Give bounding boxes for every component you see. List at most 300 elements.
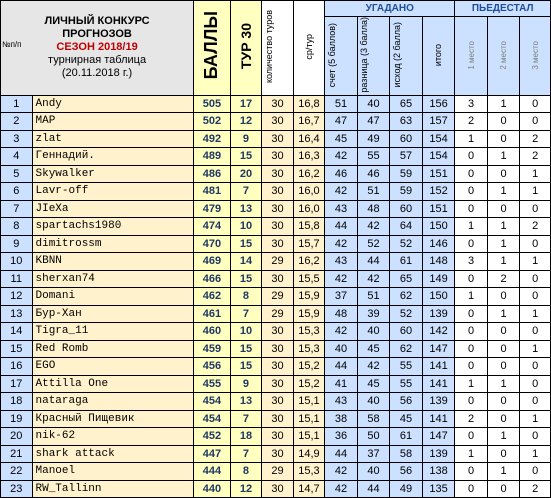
avg-per-tour-cell: 15,5 — [293, 270, 325, 288]
guessed-score-cell: 46 — [325, 165, 358, 183]
guessed-total-cell: 142 — [422, 323, 455, 341]
avg-per-tour-cell: 15,2 — [293, 358, 325, 376]
player-name-cell: zlat — [32, 130, 194, 148]
podium-3-cell: 0 — [520, 95, 551, 113]
guessed-total-cell: 141 — [422, 375, 455, 393]
table-row — [1, 393, 551, 411]
guessed-diff-cell: 39 — [357, 305, 390, 323]
tour-count-cell: 30 — [262, 375, 294, 393]
guessed-total-cell: 139 — [422, 305, 455, 323]
podium-3-cell: 2 — [520, 130, 551, 148]
avg-per-tour-cell: 15,8 — [293, 218, 325, 236]
tour-count-cell: 30 — [262, 148, 294, 166]
avg-per-tour-cell: 16,0 — [293, 200, 325, 218]
podium-3-cell: 2 — [520, 218, 551, 236]
avg-per-tour-cell: 16,2 — [293, 165, 325, 183]
player-name-cell: MAP — [32, 113, 194, 131]
points-cell: 466 — [194, 270, 231, 288]
podium-3-cell: 0 — [520, 375, 551, 393]
player-name-cell: KBNN — [32, 253, 194, 271]
tour-points-cell: 13 — [230, 393, 262, 411]
tour-count-cell: 29 — [262, 288, 294, 306]
tour-count-cell: 30 — [262, 218, 294, 236]
guessed-outcome-cell: 56 — [390, 463, 423, 481]
podium-3-cell: 1 — [520, 165, 551, 183]
tour-points-cell: 15 — [230, 340, 262, 358]
tour-count-cell: 29 — [262, 253, 294, 271]
table-row — [1, 323, 551, 341]
points-cell: 455 — [194, 375, 231, 393]
podium-3-cell: 0 — [520, 428, 551, 446]
podium-1-cell: 2 — [455, 113, 488, 131]
table-row — [1, 165, 551, 183]
guessed-diff-cell: 40 — [357, 463, 390, 481]
guessed-outcome-cell: 59 — [390, 183, 423, 201]
guessed-diff-cell: 42 — [357, 218, 390, 236]
avg-per-tour-cell: 15,3 — [293, 323, 325, 341]
guessed-outcome-cell: 63 — [390, 113, 423, 131]
tour-count-cell: 30 — [262, 183, 294, 201]
table-row — [1, 95, 551, 113]
points-cell: 461 — [194, 305, 231, 323]
row-number-cell: 6 — [1, 183, 33, 201]
guessed-score-cell: 42 — [325, 235, 358, 253]
player-name-cell: nataraga — [32, 393, 194, 411]
avg-per-tour-cell: 14,9 — [293, 445, 325, 463]
avg-per-tour-cell: 15,9 — [293, 305, 325, 323]
table-row — [1, 410, 551, 428]
avg-per-tour-cell: 15,3 — [293, 340, 325, 358]
avg-per-tour-cell: 16,2 — [293, 253, 325, 271]
guessed-score-cell: 43 — [325, 253, 358, 271]
tour-points-cell: 15 — [230, 270, 262, 288]
player-name-cell: sherxan74 — [32, 270, 194, 288]
guessed-total-cell: 146 — [422, 235, 455, 253]
podium-1-cell: 1 — [455, 375, 488, 393]
guessed-outcome-cell: 62 — [390, 340, 423, 358]
guessed-outcome-cell: 56 — [390, 393, 423, 411]
player-name-cell: Andy — [32, 95, 194, 113]
guessed-outcome-cell: 61 — [390, 428, 423, 446]
podium-3-cell: 0 — [520, 200, 551, 218]
points-cell: 492 — [194, 130, 231, 148]
tour-points-cell: 12 — [230, 113, 262, 131]
table-row — [1, 130, 551, 148]
podium-2-cell: 0 — [487, 340, 520, 358]
podium-3-cell: 2 — [520, 480, 551, 498]
guessed-outcome-cell: 55 — [390, 375, 423, 393]
table-row — [1, 218, 551, 236]
podium-2-cell: 1 — [487, 305, 520, 323]
points-cell: 486 — [194, 165, 231, 183]
row-number-cell: 5 — [1, 165, 33, 183]
tour-count-cell: 30 — [262, 95, 294, 113]
points-cell: 444 — [194, 463, 231, 481]
player-name-cell: Manoel — [32, 463, 194, 481]
header-tour-count: количество туров — [262, 1, 294, 96]
podium-2-cell: 0 — [487, 480, 520, 498]
player-name-cell: EGO — [32, 358, 194, 376]
table-row — [1, 358, 551, 376]
points-cell: 440 — [194, 480, 231, 498]
guessed-score-cell: 48 — [325, 305, 358, 323]
table-row — [1, 288, 551, 306]
title-season: СЕЗОН 2018/19 — [56, 41, 138, 54]
tour-points-cell: 12 — [230, 480, 262, 498]
podium-2-cell: 0 — [487, 130, 520, 148]
guessed-diff-cell: 47 — [357, 113, 390, 131]
podium-3-cell: 0 — [520, 270, 551, 288]
title-date: (20.11.2018 г.) — [61, 67, 133, 80]
guessed-outcome-cell: 60 — [390, 200, 423, 218]
guessed-score-cell: 43 — [325, 393, 358, 411]
row-number-cell: 12 — [1, 288, 33, 306]
row-number-cell: 14 — [1, 323, 33, 341]
title-subtitle: турнирная таблица — [48, 54, 147, 67]
podium-3-cell: 1 — [520, 183, 551, 201]
podium-2-cell: 0 — [487, 445, 520, 463]
tour-count-cell: 30 — [262, 480, 294, 498]
tour-count-cell: 30 — [262, 445, 294, 463]
table-row — [1, 340, 551, 358]
tour-points-cell: 20 — [230, 165, 262, 183]
player-name-cell: JIeXa — [32, 200, 194, 218]
guessed-total-cell: 139 — [422, 393, 455, 411]
guessed-score-cell: 42 — [325, 270, 358, 288]
guessed-outcome-cell: 65 — [390, 95, 423, 113]
guessed-diff-cell: 51 — [357, 183, 390, 201]
guessed-score-cell: 41 — [325, 375, 358, 393]
table-row — [1, 113, 551, 131]
table-row — [1, 270, 551, 288]
guessed-score-cell: 51 — [325, 95, 358, 113]
guessed-score-cell: 44 — [325, 445, 358, 463]
guessed-score-cell: 42 — [325, 148, 358, 166]
guessed-diff-cell: 40 — [357, 323, 390, 341]
podium-1-cell: 3 — [455, 253, 488, 271]
podium-1-cell: 0 — [455, 323, 488, 341]
guessed-total-cell: 154 — [422, 130, 455, 148]
table-row — [1, 428, 551, 446]
guessed-score-cell: 43 — [325, 200, 358, 218]
table-body — [1, 95, 551, 498]
guessed-outcome-cell: 62 — [390, 288, 423, 306]
tour-points-cell: 15 — [230, 148, 262, 166]
guessed-score-cell: 38 — [325, 410, 358, 428]
header-balls: БАЛЛЫ — [194, 1, 231, 96]
tour-points-cell: 10 — [230, 323, 262, 341]
guessed-outcome-cell: 65 — [390, 270, 423, 288]
points-cell: 469 — [194, 253, 231, 271]
guessed-diff-cell: 46 — [357, 165, 390, 183]
podium-2-cell: 1 — [487, 463, 520, 481]
podium-3-cell: 0 — [520, 358, 551, 376]
points-cell: 479 — [194, 200, 231, 218]
guessed-diff-cell: 52 — [357, 235, 390, 253]
row-number-cell: 1 — [1, 95, 33, 113]
guessed-outcome-cell: 52 — [390, 305, 423, 323]
guessed-total-cell: 156 — [422, 95, 455, 113]
guessed-total-cell: 147 — [422, 340, 455, 358]
guessed-total-cell: 138 — [422, 463, 455, 481]
player-name-cell: Tigra_11 — [32, 323, 194, 341]
guessed-diff-cell: 51 — [357, 288, 390, 306]
player-name-cell: shark attack — [32, 445, 194, 463]
row-number-cell: 8 — [1, 218, 33, 236]
podium-1-cell: 0 — [455, 235, 488, 253]
player-name-cell: Red Romb — [32, 340, 194, 358]
tour-points-cell: 15 — [230, 235, 262, 253]
podium-1-cell: 0 — [455, 305, 488, 323]
podium-3-cell: 1 — [520, 253, 551, 271]
row-number-cell: 7 — [1, 200, 33, 218]
podium-2-cell: 0 — [487, 323, 520, 341]
avg-per-tour-cell: 15,7 — [293, 235, 325, 253]
tour-count-cell: 30 — [262, 393, 294, 411]
podium-2-cell: 1 — [487, 148, 520, 166]
tour-points-cell: 9 — [230, 130, 262, 148]
podium-2-cell: 1 — [487, 253, 520, 271]
player-name-cell: RW_Tallinn — [32, 480, 194, 498]
row-number-cell: 11 — [1, 270, 33, 288]
tour-points-cell: 14 — [230, 253, 262, 271]
podium-2-cell: 0 — [487, 165, 520, 183]
player-name-cell: Skywalker — [32, 165, 194, 183]
podium-1-cell: 0 — [455, 358, 488, 376]
guessed-total-cell: 139 — [422, 445, 455, 463]
row-number-cell: 18 — [1, 393, 33, 411]
guessed-total-cell: 149 — [422, 270, 455, 288]
tour-count-cell: 30 — [262, 130, 294, 148]
podium-2-cell: 2 — [487, 270, 520, 288]
tour-count-cell: 30 — [262, 235, 294, 253]
guessed-total-cell: 150 — [422, 288, 455, 306]
player-name-cell: Attilla One — [32, 375, 194, 393]
podium-1-cell: 1 — [455, 445, 488, 463]
row-number-cell: 17 — [1, 375, 33, 393]
table-row — [1, 480, 551, 498]
tour-count-cell: 30 — [262, 323, 294, 341]
tour-points-cell: 10 — [230, 218, 262, 236]
guessed-score-cell: 42 — [325, 323, 358, 341]
row-number-cell: 23 — [1, 480, 33, 498]
tour-points-cell: 7 — [230, 305, 262, 323]
guessed-outcome-cell: 59 — [390, 165, 423, 183]
table-row — [1, 445, 551, 463]
table-row — [1, 253, 551, 271]
title-line2: ПРОГНОЗОВ — [62, 28, 132, 41]
tour-points-cell: 7 — [230, 410, 262, 428]
tour-points-cell: 13 — [230, 200, 262, 218]
points-cell: 502 — [194, 113, 231, 131]
tour-count-cell: 30 — [262, 113, 294, 131]
podium-1-cell: 0 — [455, 340, 488, 358]
player-name-cell: spartachs1980 — [32, 218, 194, 236]
header-place1: 1 место — [455, 17, 488, 96]
podium-3-cell: 2 — [520, 148, 551, 166]
row-number-cell: 2 — [1, 113, 33, 131]
row-number-cell: 13 — [1, 305, 33, 323]
guessed-diff-cell: 44 — [357, 253, 390, 271]
row-number-cell: 20 — [1, 428, 33, 446]
podium-1-cell: 0 — [455, 480, 488, 498]
podium-1-cell: 1 — [455, 288, 488, 306]
podium-3-cell: 0 — [520, 235, 551, 253]
guessed-score-cell: 44 — [325, 358, 358, 376]
podium-2-cell: 1 — [487, 375, 520, 393]
row-number-cell: 19 — [1, 410, 33, 428]
points-cell: 447 — [194, 445, 231, 463]
header-diff: разница (3 балла) — [357, 17, 390, 96]
podium-2-cell: 1 — [487, 95, 520, 113]
guessed-total-cell: 154 — [422, 148, 455, 166]
tour-count-cell: 30 — [262, 200, 294, 218]
podium-3-cell: 1 — [520, 410, 551, 428]
guessed-score-cell: 42 — [325, 463, 358, 481]
points-cell: 470 — [194, 235, 231, 253]
tour-points-cell: 8 — [230, 463, 262, 481]
tour-points-cell: 7 — [230, 183, 262, 201]
tour-count-cell: 30 — [262, 358, 294, 376]
guessed-total-cell: 150 — [422, 218, 455, 236]
podium-2-cell: 0 — [487, 113, 520, 131]
num-header-label: №п/п — [2, 40, 22, 49]
points-cell: 505 — [194, 95, 231, 113]
guessed-total-cell: 157 — [422, 113, 455, 131]
table-row — [1, 148, 551, 166]
podium-1-cell: 0 — [455, 165, 488, 183]
tour-count-cell: 30 — [262, 165, 294, 183]
podium-3-cell: 0 — [520, 323, 551, 341]
points-cell: 452 — [194, 428, 231, 446]
points-cell: 462 — [194, 288, 231, 306]
guessed-diff-cell: 42 — [357, 358, 390, 376]
guessed-diff-cell: 44 — [357, 480, 390, 498]
header-podium: ПЬЕДЕСТАЛ — [455, 1, 551, 17]
podium-2-cell: 1 — [487, 235, 520, 253]
podium-3-cell: 0 — [520, 463, 551, 481]
points-cell: 459 — [194, 340, 231, 358]
avg-per-tour-cell: 15,2 — [293, 375, 325, 393]
header-tour: ТУР 30 — [230, 1, 262, 96]
header-guessed: УГАДАНО — [325, 1, 455, 17]
guessed-score-cell: 36 — [325, 428, 358, 446]
guessed-outcome-cell: 60 — [390, 323, 423, 341]
tour-count-cell: 30 — [262, 270, 294, 288]
guessed-diff-cell: 50 — [357, 428, 390, 446]
guessed-total-cell: 151 — [422, 200, 455, 218]
guessed-diff-cell: 37 — [357, 445, 390, 463]
guessed-outcome-cell: 57 — [390, 148, 423, 166]
guessed-outcome-cell: 64 — [390, 218, 423, 236]
row-number-cell: 10 — [1, 253, 33, 271]
guessed-diff-cell: 55 — [357, 148, 390, 166]
podium-2-cell: 1 — [487, 183, 520, 201]
row-number-cell: 15 — [1, 340, 33, 358]
header-place3: 3 место — [520, 17, 551, 96]
avg-per-tour-cell: 16,8 — [293, 95, 325, 113]
guessed-outcome-cell: 45 — [390, 410, 423, 428]
podium-1-cell: 0 — [455, 393, 488, 411]
header-avg: ср/тур — [293, 1, 325, 96]
tour-count-cell: 30 — [262, 340, 294, 358]
podium-2-cell: 0 — [487, 288, 520, 306]
points-cell: 474 — [194, 218, 231, 236]
header-total: итого — [422, 17, 455, 96]
podium-1-cell: 0 — [455, 463, 488, 481]
podium-1-cell: 0 — [455, 270, 488, 288]
guessed-score-cell: 42 — [325, 183, 358, 201]
points-cell: 481 — [194, 183, 231, 201]
avg-per-tour-cell: 16,7 — [293, 113, 325, 131]
table-row — [1, 183, 551, 201]
table-row — [1, 305, 551, 323]
player-name-cell: dimitrossm — [32, 235, 194, 253]
avg-per-tour-cell: 15,3 — [293, 463, 325, 481]
tour-points-cell: 15 — [230, 358, 262, 376]
tour-count-cell: 29 — [262, 305, 294, 323]
points-cell: 454 — [194, 410, 231, 428]
guessed-score-cell: 42 — [325, 480, 358, 498]
tour-points-cell: 17 — [230, 95, 262, 113]
podium-3-cell: 1 — [520, 445, 551, 463]
row-number-cell: 21 — [1, 445, 33, 463]
guessed-score-cell: 40 — [325, 340, 358, 358]
table-title — [1, 1, 194, 96]
avg-per-tour-cell: 14,7 — [293, 480, 325, 498]
points-cell: 456 — [194, 358, 231, 376]
guessed-total-cell: 148 — [422, 253, 455, 271]
header-place2: 2 место — [487, 17, 520, 96]
points-cell: 460 — [194, 323, 231, 341]
row-number-cell: 16 — [1, 358, 33, 376]
guessed-total-cell: 152 — [422, 183, 455, 201]
row-number-cell: 4 — [1, 148, 33, 166]
podium-1-cell: 0 — [455, 183, 488, 201]
table-row — [1, 375, 551, 393]
player-name-cell: Красный Пищевик — [32, 410, 194, 428]
tour-points-cell: 9 — [230, 375, 262, 393]
podium-2-cell: 0 — [487, 200, 520, 218]
avg-per-tour-cell: 15,9 — [293, 288, 325, 306]
guessed-total-cell: 141 — [422, 410, 455, 428]
row-number-cell: 22 — [1, 463, 33, 481]
podium-1-cell: 3 — [455, 95, 488, 113]
podium-1-cell: 0 — [455, 148, 488, 166]
guessed-outcome-cell: 60 — [390, 130, 423, 148]
guessed-score-cell: 44 — [325, 218, 358, 236]
guessed-diff-cell: 40 — [357, 95, 390, 113]
tour-points-cell: 7 — [230, 445, 262, 463]
player-name-cell: Бур-Хан — [32, 305, 194, 323]
podium-3-cell: 0 — [520, 393, 551, 411]
podium-2-cell: 0 — [487, 410, 520, 428]
avg-per-tour-cell: 15,1 — [293, 410, 325, 428]
guessed-diff-cell: 58 — [357, 410, 390, 428]
guessed-score-cell: 45 — [325, 130, 358, 148]
header-score: счет (5 баллов) — [325, 17, 358, 96]
avg-per-tour-cell: 16,3 — [293, 148, 325, 166]
guessed-outcome-cell: 58 — [390, 445, 423, 463]
table-row — [1, 200, 551, 218]
guessed-diff-cell: 42 — [357, 270, 390, 288]
avg-per-tour-cell: 15,1 — [293, 393, 325, 411]
guessed-total-cell: 135 — [422, 480, 455, 498]
guessed-outcome-cell: 52 — [390, 235, 423, 253]
podium-3-cell: 1 — [520, 305, 551, 323]
row-number-cell: 9 — [1, 235, 33, 253]
podium-1-cell: 2 — [455, 410, 488, 428]
